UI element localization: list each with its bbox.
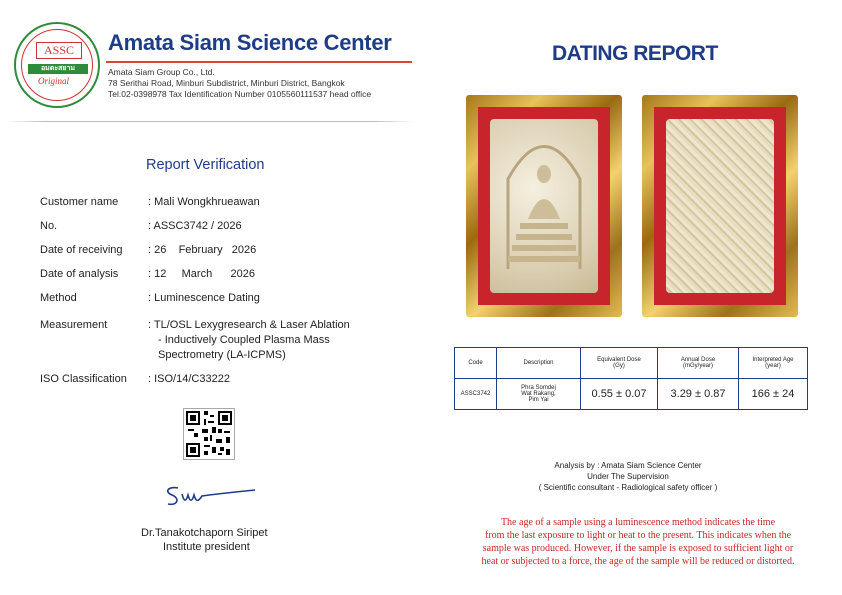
signatory-role: Institute president [163,541,250,553]
analysis-line-3: ( Scientific consultant - Radiological safety officer ) [538,483,718,492]
col-header-annual-dose [658,348,739,379]
amulet-front [490,119,598,293]
col-header-equivalent-dose [581,348,658,379]
amulet-back-photo [642,95,798,317]
interpreted-age-title: Interpreted Age [752,357,794,363]
report-title: DATING REPORT [552,42,718,65]
qr-code-graphic [184,409,234,459]
amulet-back [666,119,774,293]
assc-logo [14,22,100,108]
table-header-row [455,348,808,379]
field-value-analysis: : 12 March 2026 [148,268,255,280]
buddha-relief-icon [490,119,598,293]
field-value-iso: : ISO/14/C33222 [148,373,230,385]
cell-description-1: Phra Somdej [521,385,556,391]
field-value-measurement-3: Spectrometry (LA-ICPMS) [158,349,286,361]
address-line-2: 78 Serithai Road, Minburi Subdistrict, Minburi District, Bangkok [108,78,345,88]
col-header-description: Description [497,348,581,379]
warning-line-2: from the last exposure to light or heat to the present. This indicates when the [484,530,792,541]
field-value-number: : ASSC3742 / 2026 [148,220,242,232]
signatory-name: Dr.Tanakotchaporn Siripet [141,527,268,539]
field-label-iso: ISO Classification [40,373,127,385]
signature-graphic [160,482,260,512]
logo-script: Original [38,76,70,86]
col-header-code: Code [455,348,497,379]
results-table [454,347,808,410]
cell-description-3: Pim Yai [528,397,549,403]
interpreted-age-unit: (year) [765,363,781,369]
warning-line-1: The age of a sample using a luminescence method indicates the time [500,517,776,528]
photo-mat [478,107,610,305]
org-name-underline [106,61,412,63]
logo-band: อมตะสยาม [28,64,88,74]
annual-dose-title: Annual Dose [680,357,716,363]
cell-equivalent-dose: 0.55 ± 0.07 [581,379,658,410]
logo-badge: ASSC [36,42,82,59]
header-divider [6,121,414,122]
cell-interpreted-age: 166 ± 24 [739,379,808,410]
verification-heading: Report Verification [146,157,265,173]
field-label-measurement: Measurement [40,319,108,331]
table-row [455,379,808,410]
equivalent-dose-unit: (Gy) [613,363,625,369]
field-value-customer: : Mali Wongkhrueawan [148,196,260,208]
warning-line-4: heat or subjected to a force, the age of the sample will be reduced or distorted. [481,556,795,567]
cell-description-2: Wat Rakang, [521,391,556,397]
qr-code[interactable] [183,408,235,460]
analysis-line-1: Analysis by : Amata Siam Science Center [554,461,702,470]
amulet-front-photo [466,95,622,317]
field-value-measurement: : TL/OSL Lexygresearch & Laser Ablation [148,319,350,331]
org-name: Amata Siam Science Center [108,30,392,55]
photo-mat [654,107,786,305]
field-label-number: No. [40,220,58,232]
address-line-3: Tel.02-0398978 Tax Identification Number 0105560111537 head office [108,89,372,99]
address-line-1: Amata Siam Group Co., Ltd. [108,67,215,77]
field-label-customer: Customer name [40,196,119,208]
warning-line-3: sample was produced. However, if the sample is exposed to sufficient light or [482,543,794,554]
cell-annual-dose: 3.29 ± 0.87 [658,379,739,410]
field-label-receiving: Date of receiving [40,244,123,256]
field-value-measurement-2: - Inductively Coupled Plasma Mass [158,334,330,346]
field-value-receiving: : 26 February 2026 [148,244,257,256]
field-label-analysis: Date of analysis [40,268,119,280]
cell-description [497,379,581,410]
cell-code: ASSC3742 [455,379,497,410]
analysis-line-2: Under The Supervision [587,472,669,481]
col-header-interpreted-age [739,348,808,379]
field-label-method: Method [40,292,77,304]
equivalent-dose-title: Equivalent Dose [597,357,641,363]
field-value-method: : Luminescence Dating [148,292,260,304]
annual-dose-unit: (mGy/year) [683,363,713,369]
